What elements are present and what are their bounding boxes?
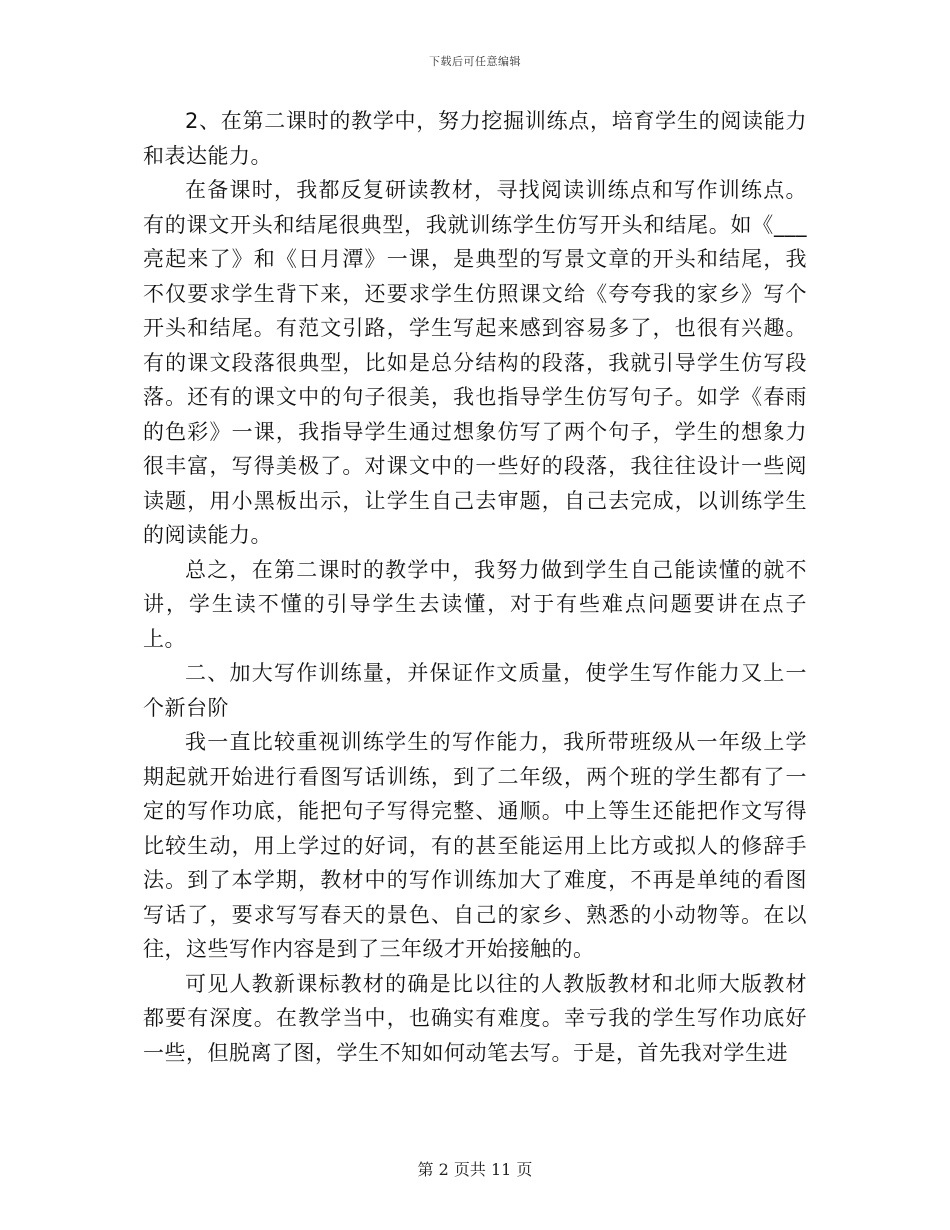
page-number: 第 2 页共 11 页 [417, 1160, 533, 1179]
paragraph: 可见人教新课标教材的确是比以往的人教版教材和北师大版教材都要有深度。在教学当中，也确实有难度。幸亏我的学生写作功底好一些，但脱离了图，学生不知如何动笔去写。于是，首先我对学生进 [143, 971, 807, 1065]
paragraph: 在备课时，我都反复研读教材，寻找阅读训练点和写作训练点。有的课文开头和结尾很典型，我就训练学生仿写开头和结尾。如《___亮起来了》和《日月潭》一课，是典型的写景文章的开头和结尾，我不仅要求学生背下来，还要求学生仿照课文给《夸夸我的家乡》写个开头和结尾。有范文引路，学生写起来感到容易多了，也很有兴趣。有的课文段落很典型，比如是总分结构的段落，我就引导学生仿写段落。还有的课文中的句子很美，我也指导学生仿写句子。如学《春雨的色彩》一课，我指导学生通过想象仿写了两个句子，学生的想象力很丰富，写得美极了。对课文中的一些好的段落，我往往设计一些阅读题，用小黑板出示，让学生自己去审题，自己去完成，以训练学生的阅读能力。 [143, 178, 807, 547]
page-header: 下载后可任意编辑 [429, 55, 521, 68]
paragraph: 总之，在第二课时的教学中，我努力做到学生自己能读懂的就不讲，学生读不懂的引导学生去读懂，对于有些难点问题要讲在点子上。 [143, 557, 807, 651]
section-heading: 二、加大写作训练量，并保证作文质量，使学生写作能力又上一个新台阶 [143, 661, 807, 720]
document-body [143, 104, 807, 1070]
paragraph: 2、在第二课时的教学中，努力挖掘训练点，培育学生的阅读能力和表达能力。 [143, 109, 807, 168]
paragraph: 我一直比较重视训练学生的写作能力，我所带班级从一年级上学期起就开始进行看图写话训练，到了二年级，两个班的学生都有了一定的写作功底，能把句子写得完整、通顺。中上等生还能把作文写得比较生动，用上学过的好词，有的甚至能运用上比方或拟人的修辞手法。到了本学期，教材中的写作训练加大了难度，不再是单纯的看图写话了，要求写写春天的景色、自己的家乡、熟悉的小动物等。在以往，这些写作内容是到了三年级才开始接触的。 [143, 730, 807, 961]
